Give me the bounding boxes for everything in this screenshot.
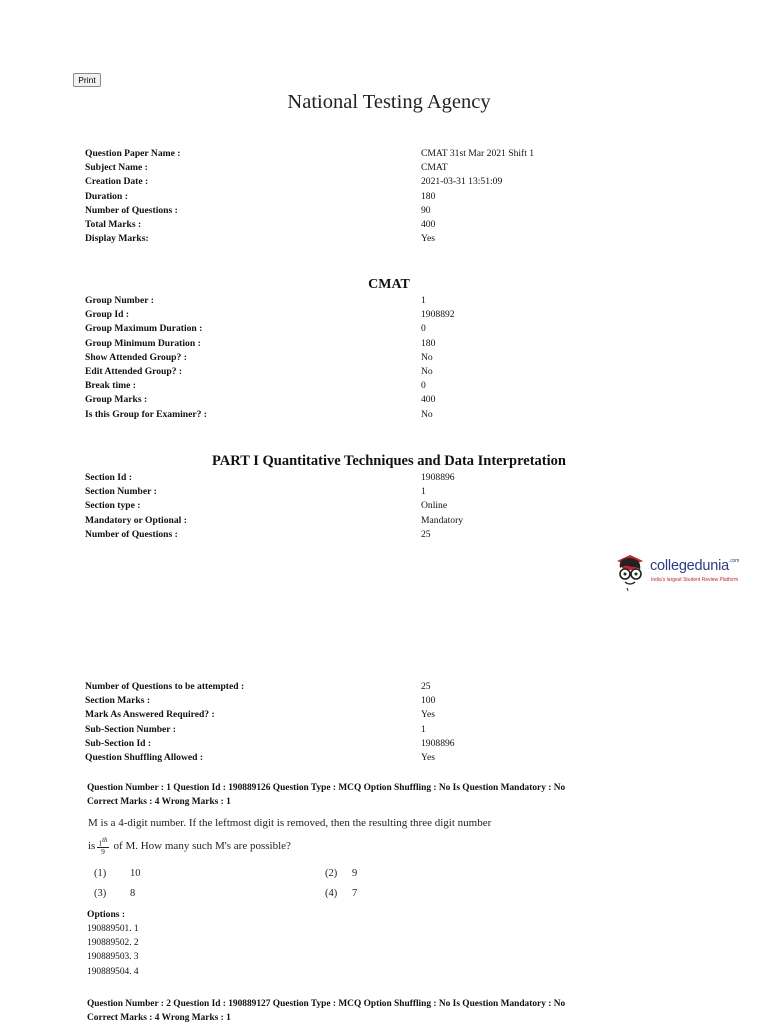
question-2-header	[87, 997, 687, 1025]
info-row	[85, 680, 565, 694]
question-1-header-marks: Correct Marks : 4 Wrong Marks : 1	[87, 797, 231, 807]
info-row	[85, 708, 565, 722]
info-value: 0	[421, 380, 426, 392]
info-value: Yes	[421, 751, 435, 763]
info-label: Group Id :	[85, 309, 130, 321]
info-label: Group Number :	[85, 295, 154, 306]
info-row	[85, 528, 565, 542]
question-2-header-marks: Correct Marks : 4 Wrong Marks : 1	[87, 1013, 231, 1023]
info-label: Section Number :	[85, 486, 157, 498]
info-value: 180	[421, 190, 436, 202]
info-value: 25	[421, 681, 431, 692]
info-row	[85, 471, 565, 485]
page-title: National Testing Agency	[287, 91, 491, 113]
info-label: Is this Group for Examiner? :	[85, 408, 207, 420]
info-label: Group Marks :	[85, 394, 148, 406]
info-row	[85, 204, 565, 218]
info-label: Mandatory or Optional :	[85, 514, 187, 526]
info-label: Number of Questions to be attempted :	[85, 681, 245, 692]
question-1-header-meta: Question Number : 1 Question Id : 190889126 Question Type : MCQ Option Shuffling : No Is Question Mandatory : No	[87, 783, 566, 793]
info-value: No	[421, 408, 433, 420]
info-row	[85, 175, 565, 189]
info-value: 1908892	[421, 309, 455, 321]
logo-tagline: India's largest Student Review Platform	[651, 577, 739, 583]
question-1-choices	[94, 868, 394, 908]
info-value: No	[421, 365, 433, 377]
info-value: No	[421, 351, 433, 363]
info-value: Online	[421, 500, 448, 512]
info-label: Total Marks :	[85, 218, 142, 230]
info-row	[85, 308, 565, 322]
info-label: Section type :	[85, 500, 141, 512]
info-row	[85, 190, 565, 204]
info-row	[85, 751, 565, 765]
info-value: Yes	[421, 709, 435, 721]
info-row	[85, 737, 565, 751]
option-item: 190889501. 1	[87, 924, 139, 934]
choice-1[interactable]: (1) 10	[94, 868, 141, 879]
info-label: Display Marks:	[85, 233, 149, 245]
info-row	[85, 393, 565, 407]
question-1-text-line2: is $\frac{1^{th}}{9}$ of M. How many such M's are possible?	[88, 835, 291, 857]
question-2-header-meta: Question Number : 2 Question Id : 190889127 Question Type : MCQ Option Shuffling : No Is Question Mandatory : No	[87, 999, 566, 1009]
info-row	[85, 294, 565, 308]
info-value: 1	[421, 486, 426, 498]
info-label: Break time :	[85, 380, 136, 392]
collegedunia-logo	[614, 552, 754, 592]
question-1-header	[87, 781, 687, 809]
info-value: 400	[421, 394, 436, 406]
info-label: Section Id :	[85, 472, 132, 483]
info-value: 1	[421, 295, 426, 306]
info-label: Question Shuffling Allowed :	[85, 751, 204, 763]
section-more-table	[85, 680, 565, 765]
section-info-table	[85, 471, 565, 542]
info-value: Yes	[421, 233, 435, 245]
info-value: CMAT 31st Mar 2021 Shift 1	[421, 148, 535, 159]
question-1-text-line1: M is a 4-digit number. If the leftmost digit is removed, then the resulting three digit number	[88, 817, 492, 829]
info-label: Number of Questions :	[85, 528, 178, 540]
info-row	[85, 365, 565, 379]
choice-2[interactable]: (2) 9	[325, 868, 358, 879]
option-item: 190889504. 4	[87, 966, 139, 977]
info-value: 400	[421, 218, 436, 230]
info-value: 180	[421, 337, 436, 349]
info-label: Group Minimum Duration :	[85, 337, 201, 349]
info-label: Duration :	[85, 190, 128, 202]
info-label: Subject Name :	[85, 162, 148, 174]
print-button[interactable]: Print	[73, 73, 101, 87]
info-row	[85, 218, 565, 232]
info-value: CMAT	[421, 162, 448, 174]
info-row	[85, 408, 565, 422]
options-list	[87, 922, 139, 979]
info-value: 1908896	[421, 737, 455, 749]
info-label: Mark As Answered Required? :	[85, 709, 215, 721]
logo-brand: collegedunia$^{.com}$	[650, 558, 740, 574]
info-row	[85, 723, 565, 737]
info-value: 1908896	[421, 472, 455, 483]
info-row	[85, 499, 565, 513]
info-label: Creation Date :	[85, 176, 149, 188]
fraction: $\frac{1^{th}}{9}$	[98, 835, 108, 857]
info-value: 25	[421, 528, 431, 540]
info-label: Sub-Section Number :	[85, 723, 176, 735]
choice-3[interactable]: (3) 8	[94, 888, 136, 899]
info-row	[85, 694, 565, 708]
info-row	[85, 322, 565, 336]
info-row	[85, 351, 565, 365]
info-row	[85, 514, 565, 528]
info-label: Group Maximum Duration :	[85, 323, 203, 335]
info-row	[85, 337, 565, 351]
paper-info-table	[85, 147, 565, 246]
info-value: 100	[421, 695, 436, 707]
info-value: 0	[421, 323, 426, 335]
info-label: Number of Questions :	[85, 204, 178, 216]
option-item: 190889502. 2	[87, 938, 139, 949]
info-row	[85, 232, 565, 246]
info-value: Mandatory	[421, 514, 464, 526]
section-title: PART I Quantitative Techniques and Data Interpretation	[212, 453, 566, 469]
option-item: 190889503. 3	[87, 952, 139, 963]
info-value: 1	[421, 723, 426, 735]
info-label: Question Paper Name :	[85, 148, 181, 159]
info-value: 90	[421, 204, 431, 216]
info-label: Show Attended Group? :	[85, 351, 187, 363]
info-row	[85, 147, 565, 161]
info-label: Sub-Section Id :	[85, 737, 152, 749]
info-row	[85, 161, 565, 175]
info-label: Section Marks :	[85, 695, 151, 707]
student-mascot-icon	[614, 552, 650, 592]
info-value: 2021-03-31 13:51:09	[421, 176, 503, 188]
options-label: Options :	[87, 909, 126, 920]
info-label: Edit Attended Group? :	[85, 365, 183, 377]
group-info-table	[85, 294, 565, 422]
info-row	[85, 379, 565, 393]
choice-4[interactable]: (4) 7	[325, 888, 358, 899]
question-1-text	[88, 817, 648, 857]
info-row	[85, 485, 565, 499]
group-title: CMAT	[368, 277, 410, 292]
